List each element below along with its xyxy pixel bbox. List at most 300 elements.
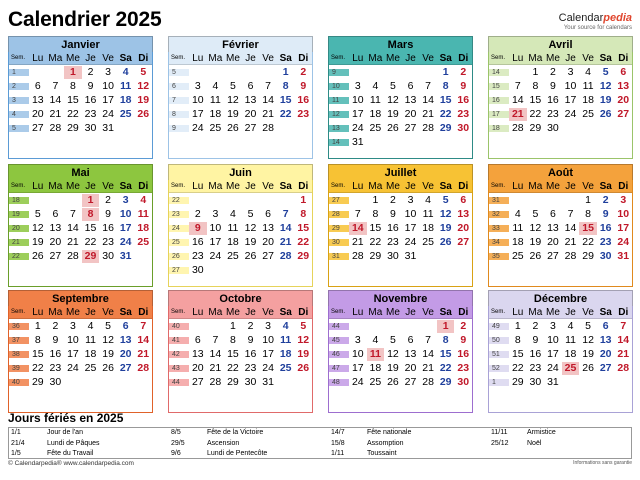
day-cell[interactable]: 22: [297, 235, 310, 248]
day-cell[interactable]: 17: [564, 93, 577, 106]
day-cell[interactable]: 18: [511, 235, 524, 248]
day-cell[interactable]: 29: [31, 375, 44, 388]
day-cell[interactable]: 19: [529, 235, 542, 248]
day-cell[interactable]: 13: [404, 347, 417, 360]
day-cell[interactable]: 29: [227, 375, 239, 388]
day-cell[interactable]: 29: [582, 249, 594, 262]
day-cell[interactable]: 20: [191, 361, 204, 374]
day-cell[interactable]: 9: [87, 79, 94, 92]
day-cell[interactable]: 4: [212, 79, 219, 92]
day-cell[interactable]: 8: [585, 207, 592, 220]
day-cell[interactable]: 5: [442, 193, 449, 206]
day-cell[interactable]: 1: [282, 65, 289, 78]
day-cell[interactable]: 20: [617, 93, 630, 106]
day-cell[interactable]: 3: [70, 319, 76, 332]
day-cell[interactable]: 4: [140, 193, 147, 206]
day-cell[interactable]: 5: [390, 79, 396, 92]
day-cell[interactable]: 7: [620, 319, 627, 332]
day-cell[interactable]: 20: [404, 361, 417, 374]
day-cell[interactable]: 9: [247, 333, 254, 346]
day-cell[interactable]: 28: [209, 375, 222, 388]
day-cell[interactable]: 1: [532, 65, 539, 78]
day-cell[interactable]: 2: [532, 319, 539, 332]
day-cell[interactable]: 29: [439, 121, 452, 134]
day-cell[interactable]: 23: [599, 235, 612, 248]
day-cell[interactable]: 3: [122, 193, 129, 206]
day-cell[interactable]: 24: [404, 235, 417, 248]
day-cell[interactable]: 19: [102, 347, 114, 360]
day-cell[interactable]: 2: [300, 65, 307, 78]
day-cell[interactable]: 26: [297, 361, 310, 374]
day-cell[interactable]: 13: [49, 221, 62, 234]
day-cell[interactable]: 8: [300, 207, 307, 220]
day-cell[interactable]: 28: [511, 121, 524, 134]
day-cell[interactable]: 6: [265, 207, 272, 220]
day-cell[interactable]: 30: [547, 121, 559, 134]
day-cell[interactable]: 9: [460, 333, 467, 346]
day-cell[interactable]: 16: [457, 347, 470, 360]
day-cell[interactable]: 31: [617, 249, 630, 262]
day-cell[interactable]: 10: [564, 79, 577, 92]
day-cell[interactable]: 27: [49, 249, 62, 262]
day-cell[interactable]: 1: [300, 193, 307, 206]
day-cell[interactable]: 20: [547, 235, 559, 248]
day-cell[interactable]: 14: [349, 222, 367, 235]
day-cell[interactable]: 17: [67, 347, 79, 360]
day-cell[interactable]: 13: [457, 207, 470, 220]
day-cell[interactable]: 21: [279, 235, 292, 248]
day-cell[interactable]: 2: [194, 207, 201, 220]
day-cell[interactable]: 19: [244, 235, 257, 248]
day-cell[interactable]: 28: [617, 361, 630, 374]
day-cell[interactable]: 22: [529, 107, 542, 120]
day-cell[interactable]: 18: [84, 347, 97, 360]
day-cell[interactable]: 13: [262, 221, 274, 234]
day-cell[interactable]: 7: [425, 333, 432, 346]
day-cell[interactable]: 12: [599, 79, 612, 92]
day-cell[interactable]: 23: [102, 235, 114, 248]
day-cell[interactable]: 22: [511, 361, 524, 374]
day-cell[interactable]: 27: [31, 121, 44, 134]
day-cell[interactable]: 5: [585, 319, 592, 332]
day-cell[interactable]: 6: [407, 79, 414, 92]
day-cell[interactable]: 26: [387, 121, 399, 134]
day-cell[interactable]: 20: [119, 347, 132, 360]
day-cell[interactable]: 23: [387, 235, 399, 248]
day-cell[interactable]: 19: [582, 347, 594, 360]
day-cell[interactable]: 20: [599, 347, 612, 360]
day-cell[interactable]: 20: [49, 235, 62, 248]
day-cell[interactable]: 27: [599, 361, 612, 374]
day-cell[interactable]: 9: [532, 333, 539, 346]
day-cell[interactable]: 7: [212, 333, 219, 346]
day-cell[interactable]: 3: [407, 193, 414, 206]
day-cell[interactable]: 29: [439, 375, 452, 388]
day-cell[interactable]: 7: [425, 79, 432, 92]
day-cell[interactable]: 8: [442, 333, 449, 346]
day-cell[interactable]: 17: [404, 221, 417, 234]
day-cell[interactable]: 17: [102, 93, 114, 106]
day-cell[interactable]: 15: [529, 93, 542, 106]
day-cell[interactable]: 21: [209, 361, 222, 374]
day-cell[interactable]: 17: [209, 235, 222, 248]
day-cell[interactable]: 14: [67, 221, 79, 234]
day-cell[interactable]: 6: [620, 65, 627, 78]
day-cell[interactable]: 21: [351, 235, 364, 248]
day-cell[interactable]: 17: [191, 107, 204, 120]
day-cell[interactable]: 21: [422, 361, 434, 374]
day-cell[interactable]: 14: [137, 333, 150, 346]
day-cell[interactable]: 27: [244, 121, 257, 134]
day-cell[interactable]: 18: [279, 347, 292, 360]
day-cell[interactable]: 3: [194, 79, 201, 92]
day-cell[interactable]: 30: [49, 375, 62, 388]
day-cell[interactable]: 25: [422, 235, 434, 248]
day-cell[interactable]: 31: [351, 135, 364, 148]
day-cell[interactable]: 13: [547, 221, 559, 234]
day-cell[interactable]: 24: [262, 361, 274, 374]
day-cell[interactable]: 29: [511, 375, 524, 388]
day-cell[interactable]: 26: [582, 361, 594, 374]
day-cell[interactable]: 2: [460, 65, 467, 78]
day-cell[interactable]: 21: [49, 107, 62, 120]
day-cell[interactable]: 12: [439, 207, 452, 220]
day-cell[interactable]: 1: [514, 319, 521, 332]
day-cell[interactable]: 8: [82, 208, 100, 221]
day-cell[interactable]: 7: [567, 207, 574, 220]
day-cell[interactable]: 24: [564, 107, 577, 120]
day-cell[interactable]: 22: [279, 107, 292, 120]
day-cell[interactable]: 26: [599, 107, 612, 120]
day-cell[interactable]: 7: [354, 207, 361, 220]
day-cell[interactable]: 22: [31, 361, 44, 374]
day-cell[interactable]: 16: [102, 221, 114, 234]
day-cell[interactable]: 16: [547, 93, 559, 106]
day-cell[interactable]: 7: [282, 207, 289, 220]
day-cell[interactable]: 27: [547, 249, 559, 262]
day-cell[interactable]: 14: [422, 93, 434, 106]
day-cell[interactable]: 28: [279, 249, 292, 262]
day-cell[interactable]: 2: [460, 319, 467, 332]
day-cell[interactable]: 26: [529, 249, 542, 262]
day-cell[interactable]: 5: [247, 207, 254, 220]
day-cell[interactable]: 14: [511, 93, 524, 106]
day-cell[interactable]: 16: [457, 93, 470, 106]
day-cell[interactable]: 15: [511, 347, 524, 360]
day-cell[interactable]: 31: [404, 249, 417, 262]
day-cell[interactable]: 17: [262, 347, 274, 360]
day-cell[interactable]: 30: [529, 375, 542, 388]
day-cell[interactable]: 24: [119, 235, 132, 248]
day-cell[interactable]: 27: [404, 121, 417, 134]
day-cell[interactable]: 15: [439, 347, 452, 360]
day-cell[interactable]: 10: [191, 93, 204, 106]
day-cell[interactable]: 15: [297, 221, 310, 234]
day-cell[interactable]: 12: [244, 221, 257, 234]
day-cell[interactable]: 28: [137, 361, 150, 374]
day-cell[interactable]: 12: [529, 221, 542, 234]
day-cell[interactable]: 9: [550, 79, 556, 92]
day-cell[interactable]: 19: [599, 93, 612, 106]
day-cell[interactable]: 4: [282, 319, 289, 332]
day-cell[interactable]: 17: [617, 221, 630, 234]
day-cell[interactable]: 6: [602, 319, 609, 332]
day-cell[interactable]: 5: [140, 65, 147, 78]
day-cell[interactable]: 13: [31, 93, 44, 106]
day-cell[interactable]: 19: [227, 107, 239, 120]
day-cell[interactable]: 26: [439, 235, 452, 248]
day-cell[interactable]: 10: [547, 333, 559, 346]
day-cell[interactable]: 6: [407, 333, 414, 346]
day-cell[interactable]: 6: [52, 207, 59, 220]
day-cell[interactable]: 7: [70, 207, 76, 220]
day-cell[interactable]: 26: [387, 375, 399, 388]
day-cell[interactable]: 1: [585, 193, 592, 206]
day-cell[interactable]: 24: [209, 249, 222, 262]
day-cell[interactable]: 5: [532, 207, 539, 220]
day-cell[interactable]: 25: [562, 362, 580, 375]
day-cell[interactable]: 26: [244, 249, 257, 262]
day-cell[interactable]: 18: [422, 221, 434, 234]
day-cell[interactable]: 5: [105, 319, 112, 332]
day-cell[interactable]: 26: [137, 107, 150, 120]
day-cell[interactable]: 14: [422, 347, 434, 360]
day-cell[interactable]: 28: [49, 121, 62, 134]
day-cell[interactable]: 11: [582, 79, 594, 92]
day-cell[interactable]: 28: [564, 249, 577, 262]
day-cell[interactable]: 18: [369, 107, 382, 120]
day-cell[interactable]: 19: [387, 107, 399, 120]
day-cell[interactable]: 9: [105, 207, 112, 220]
day-cell[interactable]: 28: [67, 249, 79, 262]
day-cell[interactable]: 15: [31, 347, 44, 360]
day-cell[interactable]: 9: [460, 79, 467, 92]
day-cell[interactable]: 4: [514, 207, 521, 220]
day-cell[interactable]: 27: [404, 375, 417, 388]
day-cell[interactable]: 16: [529, 347, 542, 360]
day-cell[interactable]: 4: [372, 79, 379, 92]
day-cell[interactable]: 3: [354, 333, 361, 346]
day-cell[interactable]: 3: [550, 319, 556, 332]
day-cell[interactable]: 14: [564, 221, 577, 234]
day-cell[interactable]: 25: [84, 361, 97, 374]
day-cell[interactable]: 12: [137, 79, 150, 92]
day-cell[interactable]: 30: [244, 375, 257, 388]
day-cell[interactable]: 25: [369, 121, 382, 134]
day-cell[interactable]: 28: [351, 249, 364, 262]
day-cell[interactable]: 11: [227, 221, 239, 234]
day-cell[interactable]: 10: [617, 207, 630, 220]
day-cell[interactable]: 9: [52, 333, 59, 346]
day-cell[interactable]: 2: [550, 65, 556, 78]
day-cell[interactable]: 6: [550, 207, 556, 220]
day-cell[interactable]: 30: [387, 249, 399, 262]
day-cell[interactable]: 14: [49, 93, 62, 106]
day-cell[interactable]: 31: [547, 375, 559, 388]
day-cell[interactable]: 27: [617, 107, 630, 120]
day-cell[interactable]: 16: [244, 347, 257, 360]
day-cell[interactable]: 13: [119, 333, 132, 346]
day-cell[interactable]: 15: [439, 93, 452, 106]
day-cell[interactable]: 3: [212, 207, 219, 220]
day-cell[interactable]: 6: [460, 193, 467, 206]
day-cell[interactable]: 30: [84, 121, 97, 134]
day-cell[interactable]: 25: [582, 107, 594, 120]
day-cell[interactable]: 17: [547, 347, 559, 360]
day-cell[interactable]: 11: [369, 93, 381, 106]
day-cell[interactable]: 2: [247, 319, 254, 332]
day-cell[interactable]: 10: [67, 333, 79, 346]
day-cell[interactable]: 4: [425, 193, 432, 206]
day-cell[interactable]: 24: [617, 235, 630, 248]
day-cell[interactable]: 22: [369, 235, 382, 248]
day-cell[interactable]: 22: [439, 361, 452, 374]
day-cell[interactable]: 1: [64, 66, 82, 79]
day-cell[interactable]: 19: [297, 347, 310, 360]
day-cell[interactable]: 12: [297, 333, 310, 346]
day-cell[interactable]: 12: [227, 93, 239, 106]
day-cell[interactable]: 17: [119, 221, 132, 234]
day-cell[interactable]: 16: [599, 221, 612, 234]
day-cell[interactable]: 30: [457, 375, 470, 388]
day-cell[interactable]: 6: [122, 319, 129, 332]
day-cell[interactable]: 1: [34, 319, 41, 332]
day-cell[interactable]: 9: [390, 207, 396, 220]
day-cell[interactable]: 8: [70, 79, 76, 92]
day-cell[interactable]: 5: [390, 333, 396, 346]
day-cell[interactable]: 22: [84, 235, 97, 248]
day-cell[interactable]: 30: [102, 249, 114, 262]
day-cell[interactable]: 31: [262, 375, 274, 388]
day-cell[interactable]: 14: [617, 333, 630, 346]
day-cell[interactable]: 23: [244, 361, 257, 374]
day-cell[interactable]: 21: [137, 347, 150, 360]
day-cell[interactable]: 5: [300, 319, 307, 332]
day-cell[interactable]: 27: [262, 249, 274, 262]
day-cell[interactable]: 23: [457, 361, 470, 374]
day-cell[interactable]: 4: [122, 65, 129, 78]
day-cell[interactable]: 10: [351, 93, 364, 106]
day-cell[interactable]: 3: [105, 65, 112, 78]
day-cell[interactable]: 15: [227, 347, 239, 360]
day-cell[interactable]: 8: [442, 79, 449, 92]
day-cell[interactable]: 25: [119, 107, 132, 120]
day-cell[interactable]: 25: [137, 235, 150, 248]
day-cell[interactable]: 9: [602, 207, 609, 220]
day-cell[interactable]: 23: [191, 249, 204, 262]
day-cell[interactable]: 2: [602, 193, 609, 206]
brand-logo[interactable]: [559, 12, 632, 31]
day-cell[interactable]: 19: [439, 221, 452, 234]
day-cell[interactable]: 7: [140, 319, 147, 332]
day-cell[interactable]: 8: [282, 79, 289, 92]
day-cell[interactable]: 23: [297, 107, 310, 120]
day-cell[interactable]: 8: [372, 207, 379, 220]
day-cell[interactable]: 30: [457, 121, 470, 134]
day-cell[interactable]: 2: [390, 193, 396, 206]
day-cell[interactable]: 11: [209, 93, 221, 106]
day-cell[interactable]: 23: [547, 107, 559, 120]
day-cell[interactable]: 21: [617, 347, 630, 360]
day-cell[interactable]: 8: [514, 333, 521, 346]
day-cell[interactable]: 13: [404, 93, 417, 106]
day-cell[interactable]: 2: [105, 193, 112, 206]
day-cell[interactable]: 25: [511, 249, 524, 262]
day-cell[interactable]: 6: [34, 79, 41, 92]
day-cell[interactable]: 18: [137, 221, 150, 234]
day-cell[interactable]: 10: [262, 333, 274, 346]
day-cell[interactable]: 19: [137, 93, 150, 106]
day-cell[interactable]: 4: [87, 319, 94, 332]
day-cell[interactable]: 20: [262, 235, 274, 248]
day-cell[interactable]: 15: [67, 93, 79, 106]
day-cell[interactable]: 20: [457, 221, 470, 234]
day-cell[interactable]: 28: [262, 121, 274, 134]
day-cell[interactable]: 7: [514, 79, 521, 92]
footer-copyright[interactable]: © Calendarpedia® www.calendarpedia.com: [8, 460, 134, 467]
day-cell[interactable]: 19: [387, 361, 399, 374]
day-cell[interactable]: 25: [369, 375, 382, 388]
day-cell[interactable]: 7: [265, 79, 272, 92]
day-cell[interactable]: 13: [599, 333, 612, 346]
day-cell[interactable]: 18: [369, 361, 382, 374]
day-cell[interactable]: 24: [191, 121, 204, 134]
day-cell[interactable]: 16: [49, 347, 62, 360]
day-cell[interactable]: 14: [209, 347, 222, 360]
day-cell[interactable]: 11: [120, 79, 132, 92]
day-cell[interactable]: 16: [297, 93, 310, 106]
day-cell[interactable]: 30: [599, 249, 612, 262]
day-cell[interactable]: 13: [617, 79, 630, 92]
day-cell[interactable]: 4: [230, 207, 236, 220]
day-cell[interactable]: 14: [262, 93, 274, 106]
day-cell[interactable]: 24: [351, 121, 364, 134]
day-cell[interactable]: 4: [372, 333, 379, 346]
day-cell[interactable]: 24: [102, 107, 114, 120]
day-cell[interactable]: 26: [31, 249, 44, 262]
day-cell[interactable]: 15: [84, 221, 97, 234]
day-cell[interactable]: 11: [422, 207, 434, 220]
day-cell[interactable]: 4: [567, 319, 574, 332]
day-cell[interactable]: 1: [437, 320, 455, 333]
day-cell[interactable]: 22: [439, 107, 452, 120]
day-cell[interactable]: 22: [67, 107, 79, 120]
day-cell[interactable]: 16: [84, 93, 97, 106]
day-cell[interactable]: 21: [509, 108, 527, 121]
day-cell[interactable]: 24: [351, 375, 364, 388]
day-cell[interactable]: 23: [457, 107, 470, 120]
day-cell[interactable]: 21: [564, 235, 577, 248]
day-cell[interactable]: 15: [369, 221, 382, 234]
day-cell[interactable]: 29: [67, 121, 79, 134]
day-cell[interactable]: 11: [85, 333, 96, 346]
day-cell[interactable]: 18: [209, 107, 222, 120]
day-cell[interactable]: 20: [244, 107, 257, 120]
day-cell[interactable]: 10: [119, 207, 132, 220]
day-cell[interactable]: 23: [49, 361, 62, 374]
day-cell[interactable]: 12: [102, 333, 114, 346]
day-cell[interactable]: 3: [620, 193, 627, 206]
day-cell[interactable]: 27: [191, 375, 204, 388]
day-cell[interactable]: 21: [422, 107, 434, 120]
day-cell[interactable]: 25: [209, 121, 222, 134]
day-cell[interactable]: 18: [582, 93, 594, 106]
day-cell[interactable]: 12: [582, 333, 594, 346]
day-cell[interactable]: 11: [512, 221, 524, 234]
day-cell[interactable]: 11: [565, 333, 576, 346]
day-cell[interactable]: 7: [52, 79, 59, 92]
day-cell[interactable]: 22: [227, 361, 239, 374]
